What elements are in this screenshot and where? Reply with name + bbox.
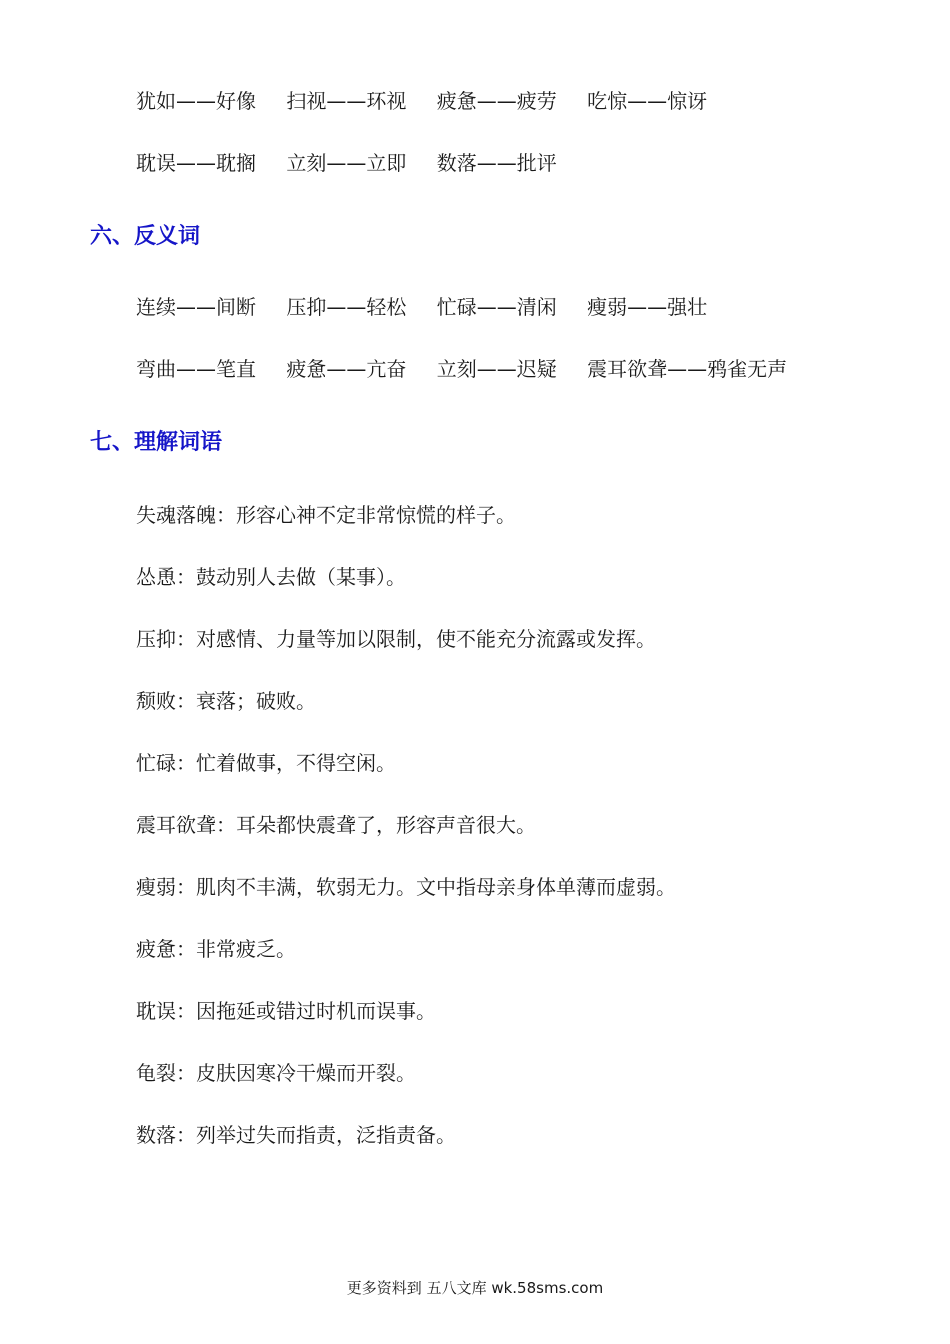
synonym-pair: 扫视——环视	[286, 89, 407, 113]
vocab-item: 龟裂：皮肤因寒冷干燥而开裂。	[136, 1061, 416, 1085]
synonym-pair: 数落——批评	[436, 151, 557, 175]
synonym-row-1	[136, 87, 707, 115]
antonym-pair: 立刻——迟疑	[436, 357, 557, 381]
vocab-item: 数落：列举过失而指责，泛指责备。	[136, 1123, 456, 1147]
synonym-pair: 吃惊——惊讶	[587, 89, 708, 113]
vocab-heading: 七、理解词语	[90, 430, 223, 455]
vocab-item: 压抑：对感情、力量等加以限制，使不能充分流露或发挥。	[136, 627, 656, 651]
synonym-pair: 犹如——好像	[136, 89, 256, 113]
antonym-pair: 疲惫——亢奋	[286, 357, 407, 381]
antonym-pair: 压抑——轻松	[286, 295, 407, 319]
vocab-item: 忙碌：忙着做事，不得空闲。	[136, 751, 396, 775]
vocab-item: 怂恿：鼓动别人去做（某事）。	[136, 565, 406, 589]
antonym-row-2	[136, 355, 787, 383]
synonym-pair: 立刻——立即	[286, 151, 407, 175]
vocab-item: 失魂落魄：形容心神不定非常惊慌的样子。	[136, 503, 516, 527]
vocab-item: 耽误：因拖延或错过时机而误事。	[136, 999, 436, 1023]
antonym-pair: 忙碌——清闲	[436, 295, 557, 319]
antonyms-heading: 六、反义词	[90, 224, 201, 249]
antonym-pair: 瘦弱——强壮	[587, 295, 708, 319]
vocab-item: 颓败：衰落；破败。	[136, 689, 316, 713]
synonym-pair: 耽误——耽搁	[136, 151, 256, 175]
vocab-item: 瘦弱：肌肉不丰满，软弱无力。文中指母亲身体单薄而虚弱。	[136, 875, 676, 899]
antonym-pair: 震耳欲聋——鸦雀无声	[587, 357, 788, 381]
synonym-row-2	[136, 149, 557, 177]
synonym-pair: 疲惫——疲劳	[436, 89, 557, 113]
vocab-item: 疲惫：非常疲乏。	[136, 937, 296, 961]
antonym-pair: 连续——间断	[136, 295, 256, 319]
antonym-row-1	[136, 293, 707, 321]
antonym-pair: 弯曲——笔直	[136, 357, 256, 381]
page-footer: 更多资料到 五八文库 wk.58sms.com	[346, 1279, 604, 1297]
vocab-item: 震耳欲聋：耳朵都快震聋了，形容声音很大。	[136, 813, 536, 837]
